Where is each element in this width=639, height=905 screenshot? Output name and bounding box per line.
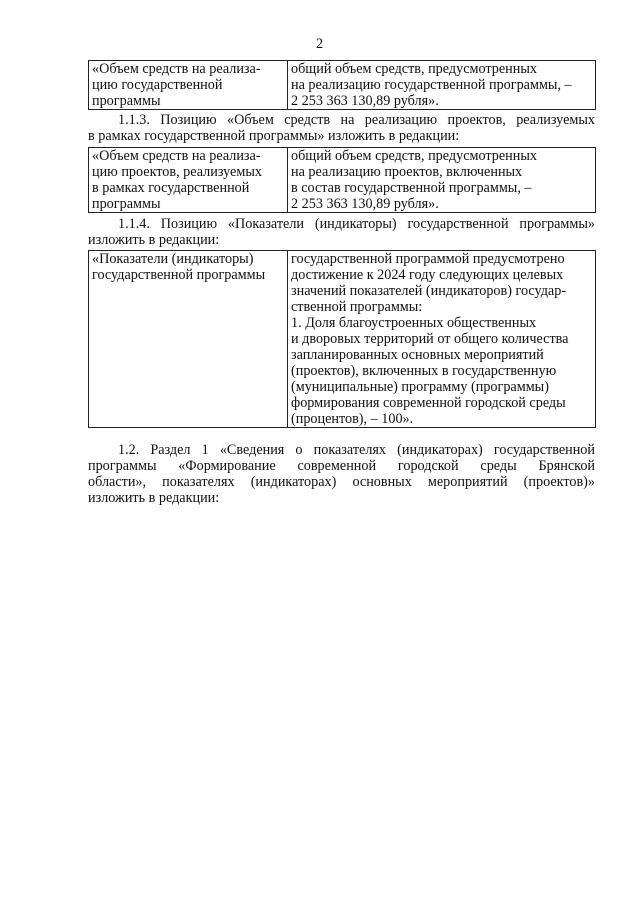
table-funding-projects xyxy=(88,147,595,213)
cell-line: в состав государственной программы, – xyxy=(291,180,532,196)
cell-line: значений показателей (индикаторов) государ- xyxy=(291,283,567,299)
cell-line: (муниципальные) программу (программы) xyxy=(291,379,549,395)
table-cell-label xyxy=(89,61,288,110)
cell-line: «Показатели (индикаторы) xyxy=(92,251,254,267)
cell-line: (процентов), – 100». xyxy=(291,411,414,427)
cell-line: государственной программы xyxy=(92,267,266,283)
cell-line: «Объем средств на реализа- xyxy=(92,148,261,164)
page-number: 2 xyxy=(315,36,324,52)
cell-line: в рамках государственной xyxy=(92,180,250,196)
cell-line: 1. Доля благоустроенных общественных xyxy=(291,315,537,331)
table-funding-program xyxy=(88,60,595,110)
cell-line: и дворовых территорий от общего количества xyxy=(291,331,569,347)
cell-line: программы xyxy=(92,93,161,109)
cell-line: ственной программы: xyxy=(291,299,423,315)
table-cell-label xyxy=(89,251,288,428)
cell-line: достижение к 2024 году следующих целевых xyxy=(291,267,564,283)
paragraph-1-1-3 xyxy=(88,112,595,144)
table-row xyxy=(89,61,596,110)
cell-line: цию государственной xyxy=(92,77,223,93)
paragraph-1-2 xyxy=(88,442,595,506)
cell-line: общий объем средств, предусмотренных xyxy=(291,148,537,164)
cell-line: общий объем средств, предусмотренных xyxy=(291,61,537,77)
paragraph-line: области», показателях (индикаторах) основных мероприятий (проектов)» xyxy=(88,474,595,490)
cell-line: 2 253 363 130,89 рубля». xyxy=(291,93,439,109)
cell-line: на реализацию государственной программы, – xyxy=(291,77,572,93)
table-indicators xyxy=(88,250,595,428)
paragraph-line: 1.1.3. Позицию «Объем средств на реализацию проектов, реализуемых xyxy=(118,112,595,128)
paragraph-line: изложить в редакции: xyxy=(88,232,220,248)
cell-line: государственной программой предусмотрено xyxy=(291,251,565,267)
cell-line: «Объем средств на реализа- xyxy=(92,61,261,77)
paragraph-line: изложить в редакции: xyxy=(88,490,220,506)
paragraph-1-1-4 xyxy=(88,216,595,248)
table-cell-value xyxy=(288,148,596,213)
paragraph-line: 1.2. Раздел 1 «Сведения о показателях (индикаторах) государственной xyxy=(118,442,595,458)
cell-line: запланированных основных мероприятий xyxy=(291,347,544,363)
cell-line: (проектов), включенных в государственную xyxy=(291,363,557,379)
cell-line: цию проектов, реализуемых xyxy=(92,164,262,180)
cell-line: 2 253 363 130,89 рубля». xyxy=(291,196,439,212)
table-cell-value xyxy=(288,251,596,428)
table-cell-label xyxy=(89,148,288,213)
table-row xyxy=(89,148,596,213)
paragraph-line: в рамках государственной программы» изложить в редакции: xyxy=(88,128,460,144)
table-row xyxy=(89,251,596,428)
table-cell-value xyxy=(288,61,596,110)
cell-line: программы xyxy=(92,196,161,212)
cell-line: на реализацию проектов, включенных xyxy=(291,164,523,180)
paragraph-line: программы «Формирование современной городской среды Брянской xyxy=(88,458,595,474)
cell-line: формирования современной городской среды xyxy=(291,395,566,411)
paragraph-line: 1.1.4. Позицию «Показатели (индикаторы) государственной программы» xyxy=(118,216,595,232)
